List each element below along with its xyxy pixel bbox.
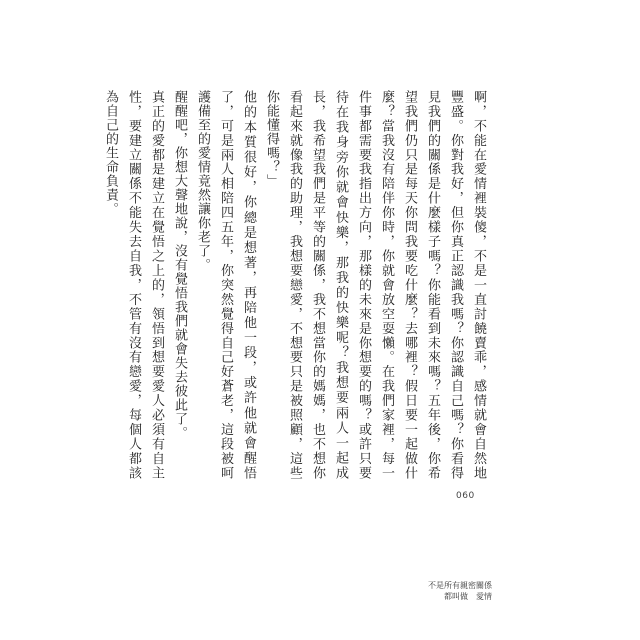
running-header xyxy=(422,580,492,602)
paragraph-true-love: 真正的愛都是建立在覺悟之上的，領悟到想要愛人必須有自主性，要建立關係不能失去自我，不管有沒有戀愛，每個人都該為自己的生命負責。 xyxy=(103,90,164,480)
book-title-line-1: 不是所有親密關係 xyxy=(428,581,492,590)
book-title-line-2: 都叫做 愛情 xyxy=(444,592,492,601)
paragraph-dialogue: 啊，不能在愛情裡裝傻，不是一直討饒賣乖，感情就會自然地豐盛。你對我好，但你真正認識我嗎？你認識自己嗎？你看得見我們的關係是什麼樣子嗎？你能看到未來嗎？五年後，你希望我們仍只是每天你問我要吃什麼？去哪裡？假日要一起做什麼？當我沒有陪伴你時，你就會放空耍懶。在我們家裡，每一件事都需要我指出方向，那樣的未來是你想要的嗎？或許只要待在我身旁你就會快樂，那我的快樂呢？我想要兩人一起成長，我希望我們是平等的關係，我不想當你的媽媽，也不想你看起來就像我的助理，我想要戀愛，不想要只是被照顧，這些你能懂得嗎？」 xyxy=(264,90,486,480)
page-number: 060 xyxy=(456,491,475,501)
paragraph-wake-up: 醒醒吧，你想大聲地說，沒有覺悟我們就會失去彼此了。 xyxy=(172,90,187,440)
body-text xyxy=(99,90,490,480)
paragraph-his-nature: 他的本質很好，你總是想著，再陪他一段，或許他就會醒悟了，可是兩人相陪四五年，你突然覺得自己好蒼老，這段被呵護備至的愛情竟然讓你老了。 xyxy=(195,90,256,480)
